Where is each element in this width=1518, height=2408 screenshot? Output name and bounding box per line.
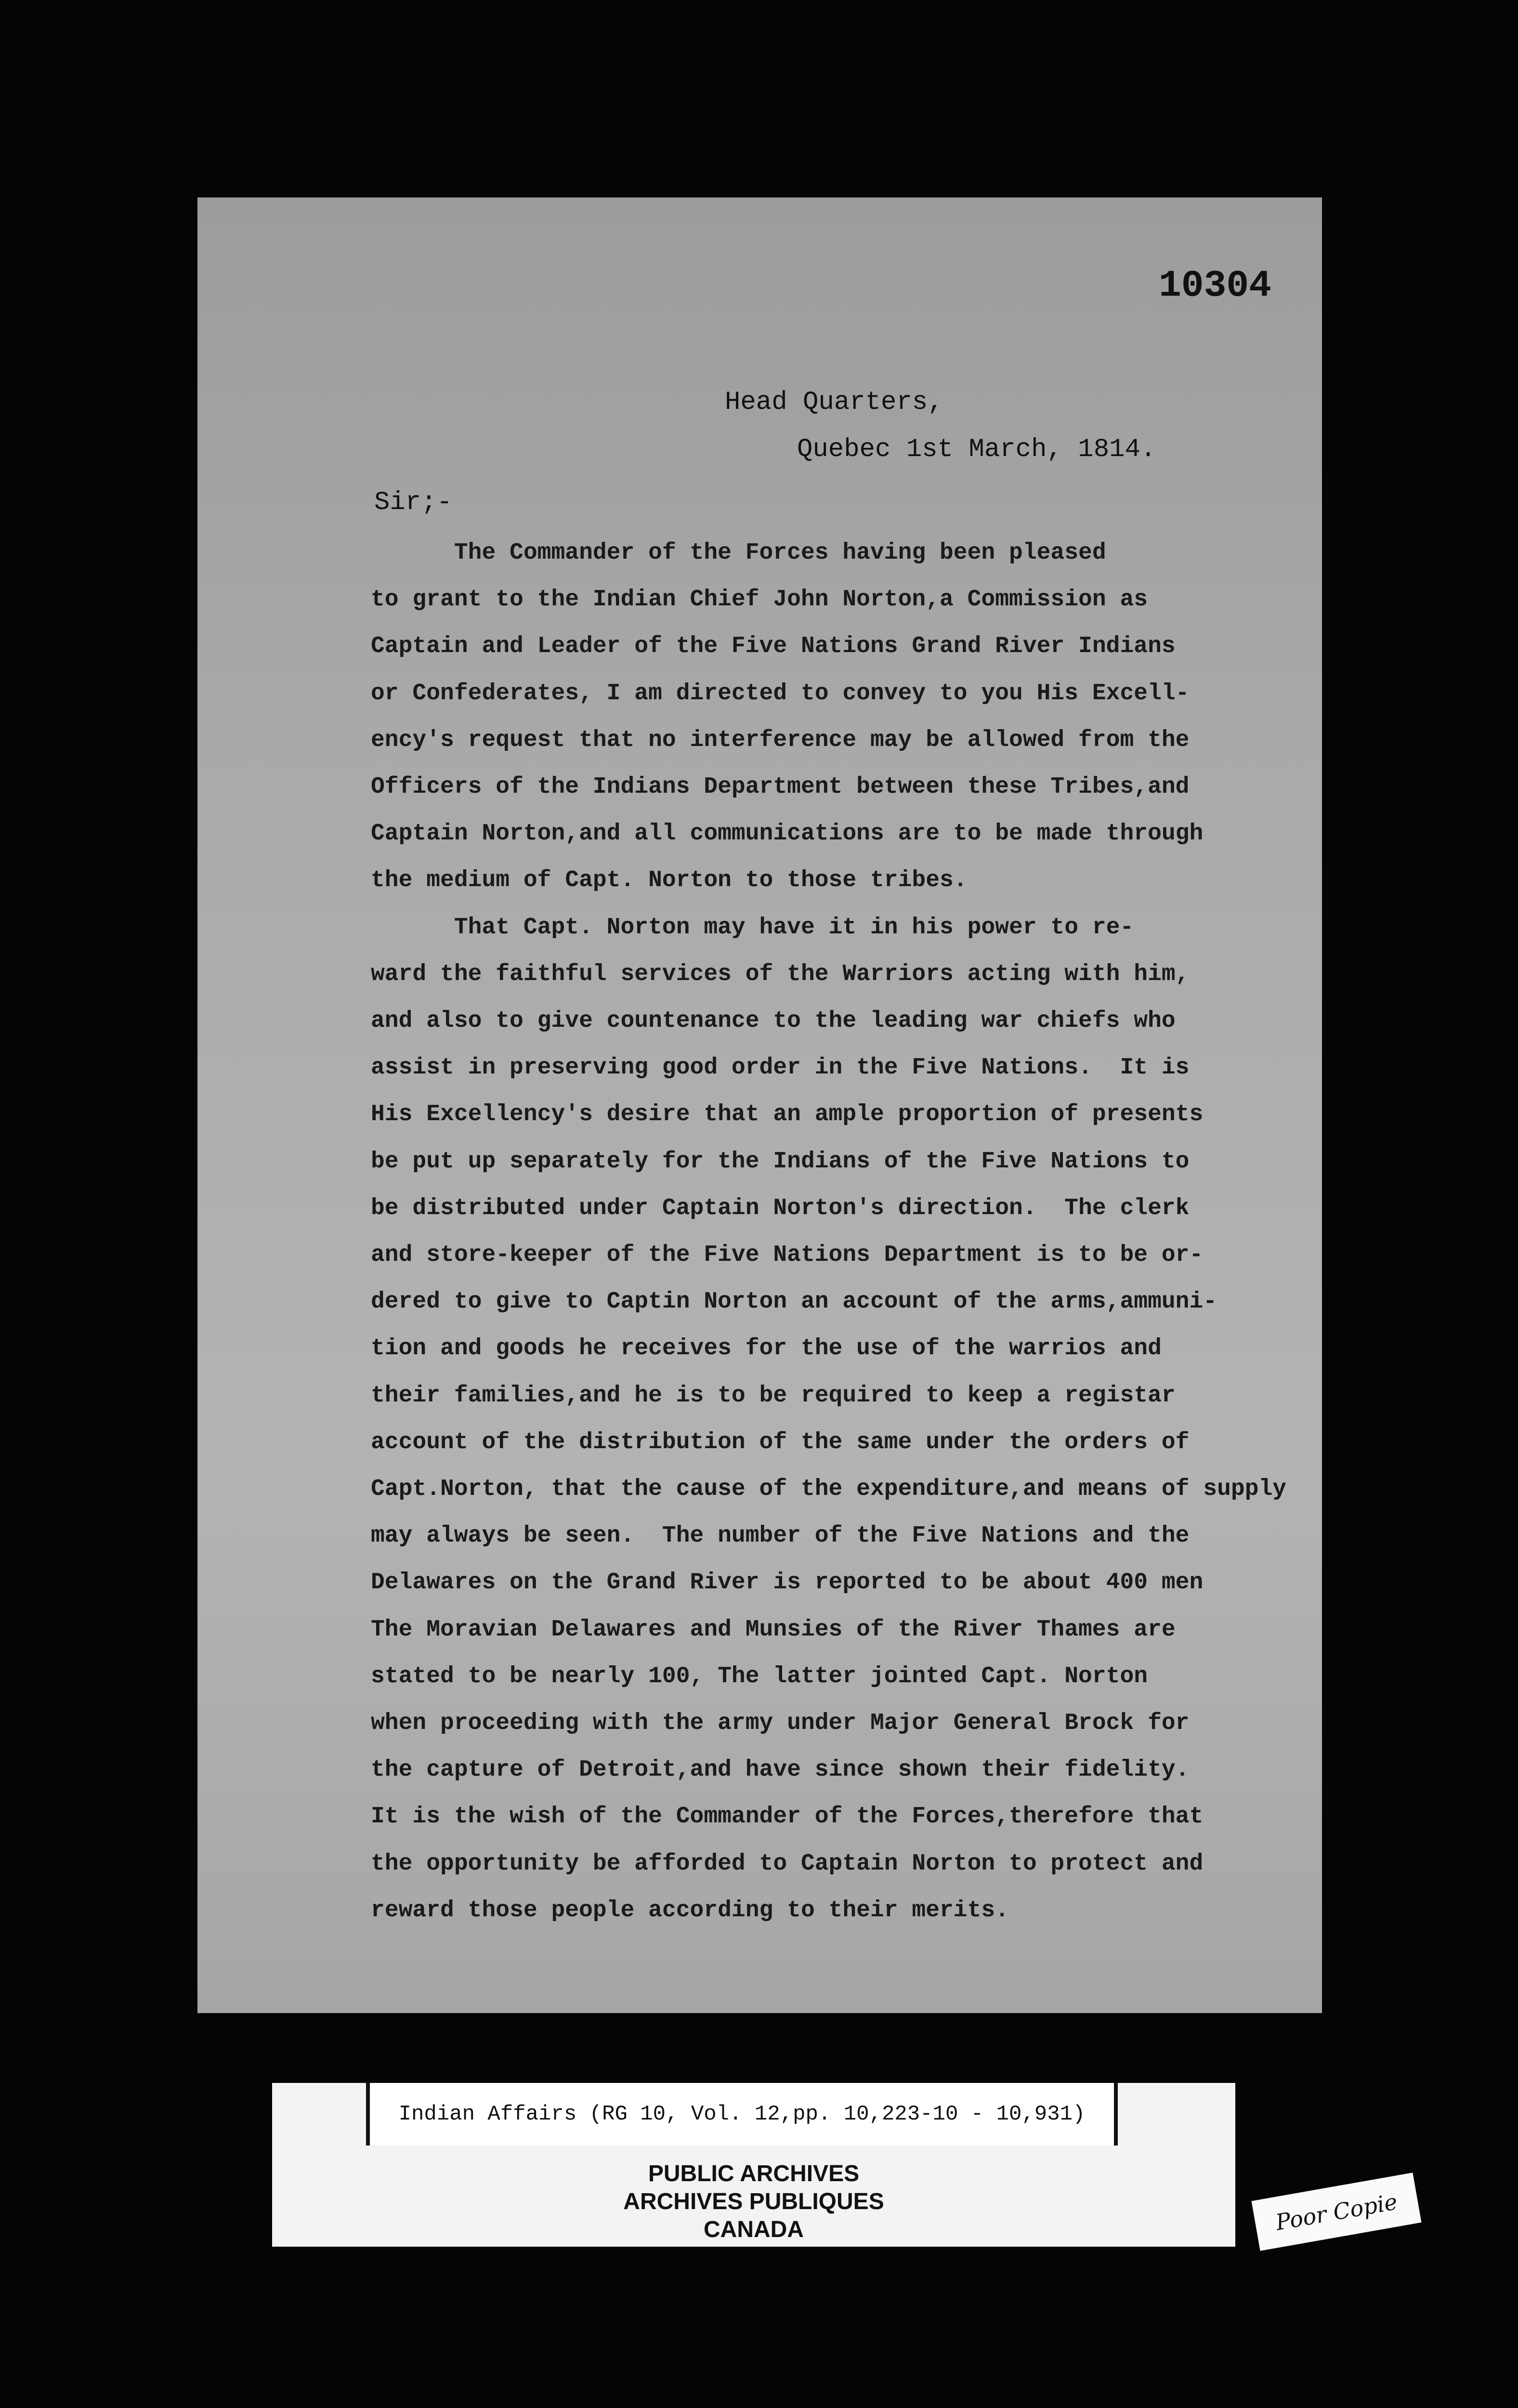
letter-body [371, 530, 1286, 1934]
body-line: be put up separately for the Indians of the Five Nations to [371, 1148, 1190, 1175]
letter-heading: Head Quarters, [725, 388, 943, 417]
handwritten-margin-note: Poor Copie [1251, 2172, 1421, 2251]
salutation: Sir;- [374, 488, 453, 517]
body-line: That Capt. Norton may have it in his power to re- [371, 914, 1134, 941]
page-number: 10304 [1158, 265, 1271, 307]
body-line: to grant to the Indian Chief John Norton,a Commission as [371, 587, 1148, 613]
body-line: dered to give to Captin Norton an account of the arms,ammuni- [371, 1289, 1217, 1315]
body-line: may always be seen. The number of the Five Nations and the [371, 1523, 1190, 1549]
body-line: or Confederates, I am directed to convey to you His Excell- [371, 680, 1190, 707]
body-line: Delawares on the Grand River is reported to be about 400 men [371, 1570, 1204, 1596]
body-line: His Excellency's desire that an ample proportion of presents [371, 1101, 1204, 1128]
archive-name-line: CANADA [704, 2217, 804, 2242]
letter-page [197, 197, 1322, 2013]
body-line: It is the wish of the Commander of the Forces,therefore that [371, 1804, 1204, 1830]
body-line: Captain and Leader of the Five Nations Grand River Indians [371, 633, 1176, 660]
archive-label [272, 2083, 1235, 2247]
body-line: when proceeding with the army under Major General Brock for [371, 1710, 1190, 1737]
body-line: and also to give countenance to the leading war chiefs who [371, 1008, 1176, 1034]
body-line: be distributed under Captain Norton's direction. The clerk [371, 1195, 1190, 1221]
body-line: reward those people according to their merits. [371, 1897, 1009, 1924]
body-line: ward the faithful services of the Warriors acting with him, [371, 961, 1190, 987]
body-line: the medium of Capt. Norton to those tribes. [371, 867, 968, 894]
body-line: account of the distribution of the same under the orders of [371, 1429, 1190, 1455]
body-line: The Commander of the Forces having been pleased [371, 540, 1106, 566]
body-line: The Moravian Delawares and Munsies of the River Thames are [371, 1616, 1176, 1643]
body-line: stated to be nearly 100, The latter jointed Capt. Norton [371, 1663, 1148, 1689]
body-line: tion and goods he receives for the use of the warrios and [371, 1335, 1162, 1362]
place-date: Quebec 1st March, 1814. [797, 435, 1156, 464]
body-line: assist in preserving good order in the Five Nations. It is [371, 1055, 1190, 1081]
body-line: and store-keeper of the Five Nations Department is to be or- [371, 1242, 1204, 1269]
body-line: Capt.Norton, that the cause of the expenditure,and means of supply [371, 1476, 1287, 1503]
body-line: Officers of the Indians Department between these Tribes,and [371, 774, 1190, 800]
archive-name-line: PUBLIC ARCHIVES [648, 2161, 860, 2186]
body-line: the opportunity be afforded to Captain Norton to protect and [371, 1850, 1204, 1877]
body-line: the capture of Detroit,and have since shown their fidelity. [371, 1757, 1190, 1783]
body-line: their families,and he is to be required to keep a registar [371, 1382, 1176, 1409]
body-line: Captain Norton,and all communications are to be made through [371, 821, 1204, 847]
body-line: ency's request that no interference may be allowed from the [371, 727, 1190, 753]
archive-name [272, 2160, 1235, 2244]
archive-reference: Indian Affairs (RG 10, Vol. 12,pp. 10,223-10 - 10,931) [366, 2083, 1118, 2146]
archive-name-line: ARCHIVES PUBLIQUES [623, 2189, 884, 2214]
